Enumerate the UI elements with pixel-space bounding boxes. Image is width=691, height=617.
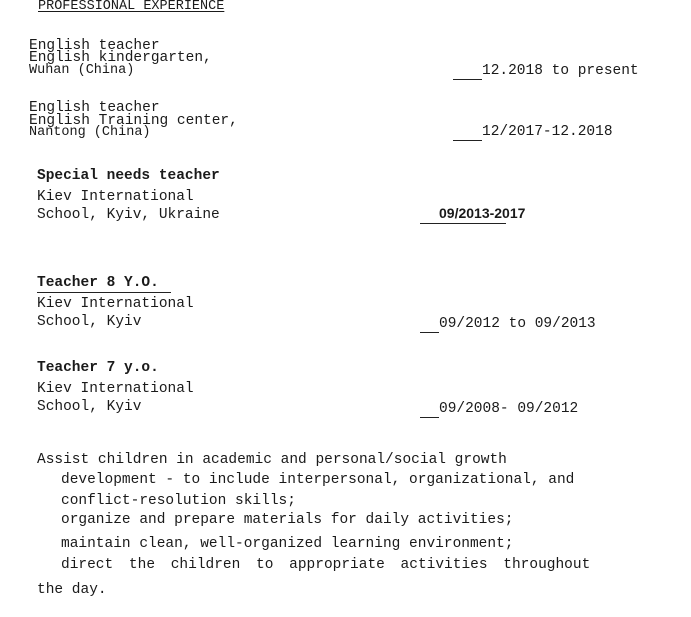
job-dates: 12/2017-12.2018 [482,124,613,140]
job-title: English teacher [29,100,160,116]
duties-line: development - to include interpersonal, organizational, and [61,472,575,488]
job-organization: Kiev International [37,296,194,312]
date-leader-line [420,332,439,333]
job-location: School, Kyiv [37,314,142,330]
duties-line: Assist children in academic and personal/social growth [37,452,507,468]
duties-line: the day. [37,582,107,598]
date-leader-line [420,417,439,418]
duties-line: organize and prepare materials for daily activities; [61,512,514,528]
job-title: English teacher [29,38,160,54]
job-dates: 09/2013-2017 [439,205,526,221]
duties-line: conflict-resolution skills; [61,493,296,509]
job-dates: 09/2012 to 09/2013 [439,316,596,332]
job-location: School, Kyiv [37,399,142,415]
job-title: Teacher 8 Y.O. [37,275,159,291]
job-location: Wuhan (China) [29,63,135,78]
job-title: Teacher 7 y.o. [37,360,159,376]
job-organization: English kindergarten, [29,50,212,66]
date-underline [420,223,506,224]
job-dates: 12.2018 to present [482,63,639,79]
job-organization: Kiev International [37,381,194,397]
job-location: Nantong (China) [29,125,151,140]
date-leader-line [453,140,482,141]
duties-line: direct the children to appropriate activities throughout [61,557,591,573]
section-heading: PROFESSIONAL EXPERIENCE [38,0,225,14]
job-title: Special needs teacher [37,168,220,184]
job-organization: English Training center, [29,113,238,129]
date-leader-line [453,79,482,80]
job-organization: Kiev International [37,189,194,205]
job-dates: 09/2008- 09/2012 [439,401,579,417]
title-underline [37,292,171,293]
duties-line: maintain clean, well-organized learning environment; [61,536,514,552]
job-location: School, Kyiv, Ukraine [37,207,220,223]
